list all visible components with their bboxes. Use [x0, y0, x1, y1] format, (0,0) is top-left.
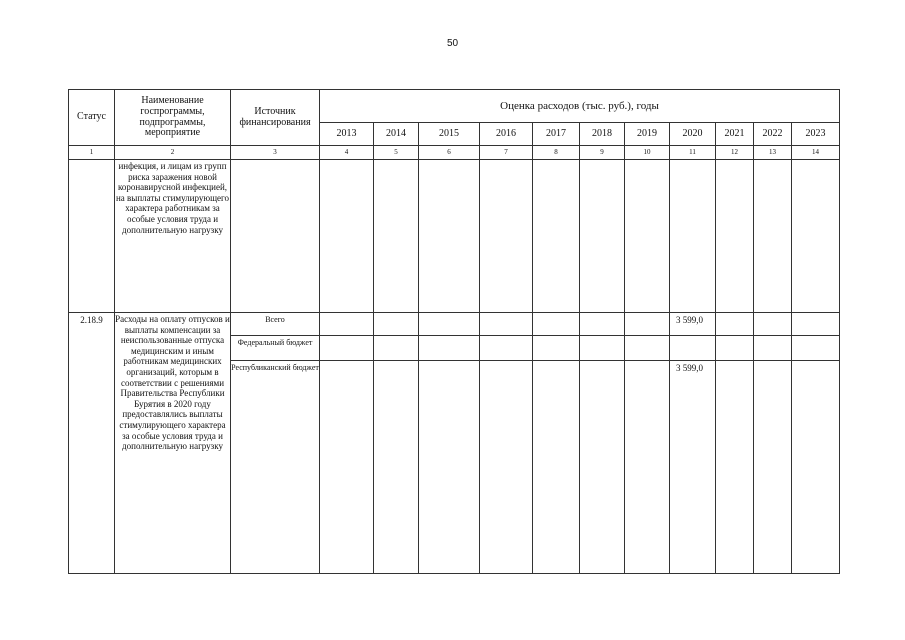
year-2020: 2020	[670, 123, 716, 146]
continuation-name	[115, 160, 231, 313]
year-2013: 2013	[320, 123, 374, 146]
value-2020-federal	[670, 336, 716, 361]
year-2016: 2016	[480, 123, 533, 146]
header-source: Источник финансирования	[231, 90, 320, 146]
year-2019: 2019	[625, 123, 670, 146]
year-2014: 2014	[374, 123, 419, 146]
source-republican: Республиканский бюджет	[231, 361, 320, 574]
col-number: 5	[374, 146, 419, 160]
header-estimate: Оценка расходов (тыс. руб.), годы	[320, 90, 840, 123]
source-federal: Федеральный бюджет	[231, 336, 320, 361]
header-status: Статус	[69, 90, 115, 146]
item-status: 2.18.9	[69, 313, 115, 574]
year-2017: 2017	[533, 123, 580, 146]
value-2020-republican: 3 599,0	[670, 361, 716, 574]
col-number: 6	[419, 146, 480, 160]
cell-empty	[231, 160, 320, 313]
col-number: 10	[625, 146, 670, 160]
year-2023: 2023	[792, 123, 840, 146]
col-number: 7	[480, 146, 533, 160]
col-number: 4	[320, 146, 374, 160]
cell-empty	[69, 160, 115, 313]
source-total: Всего	[231, 313, 320, 336]
year-2015: 2015	[419, 123, 480, 146]
value-2020-total: 3 599,0	[670, 313, 716, 336]
col-number: 3	[231, 146, 320, 160]
page-number: 50	[446, 38, 459, 49]
col-number: 8	[533, 146, 580, 160]
expenses-table	[68, 89, 840, 574]
header-name: Наименование госпрограммы, подпрограммы, мероприятие	[115, 90, 231, 146]
continuation-text: инфекция, и лицам из групп риска заражения новой коронавирусной инфекцией, на выплаты стимулирующего характера работникам за особые условия труда и дополнительную нагрузку	[115, 161, 229, 235]
col-number: 12	[716, 146, 754, 160]
col-number: 2	[115, 146, 231, 160]
col-number: 1	[69, 146, 115, 160]
year-2022: 2022	[754, 123, 792, 146]
col-number: 11	[670, 146, 716, 160]
col-number: 9	[580, 146, 625, 160]
item-name: Расходы на оплату отпусков и выплаты компенсации за неиспользованные отпуска медицинским и иным работникам медицинских организаций, которым в соответствии с решениями Правительства Республики Бурятия в 2020 году предоставлялись выплаты стимулирующего характера за особые условия труда и дополнительную нагрузку	[115, 313, 231, 574]
col-number: 13	[754, 146, 792, 160]
year-2021: 2021	[716, 123, 754, 146]
col-number: 14	[792, 146, 840, 160]
year-2018: 2018	[580, 123, 625, 146]
